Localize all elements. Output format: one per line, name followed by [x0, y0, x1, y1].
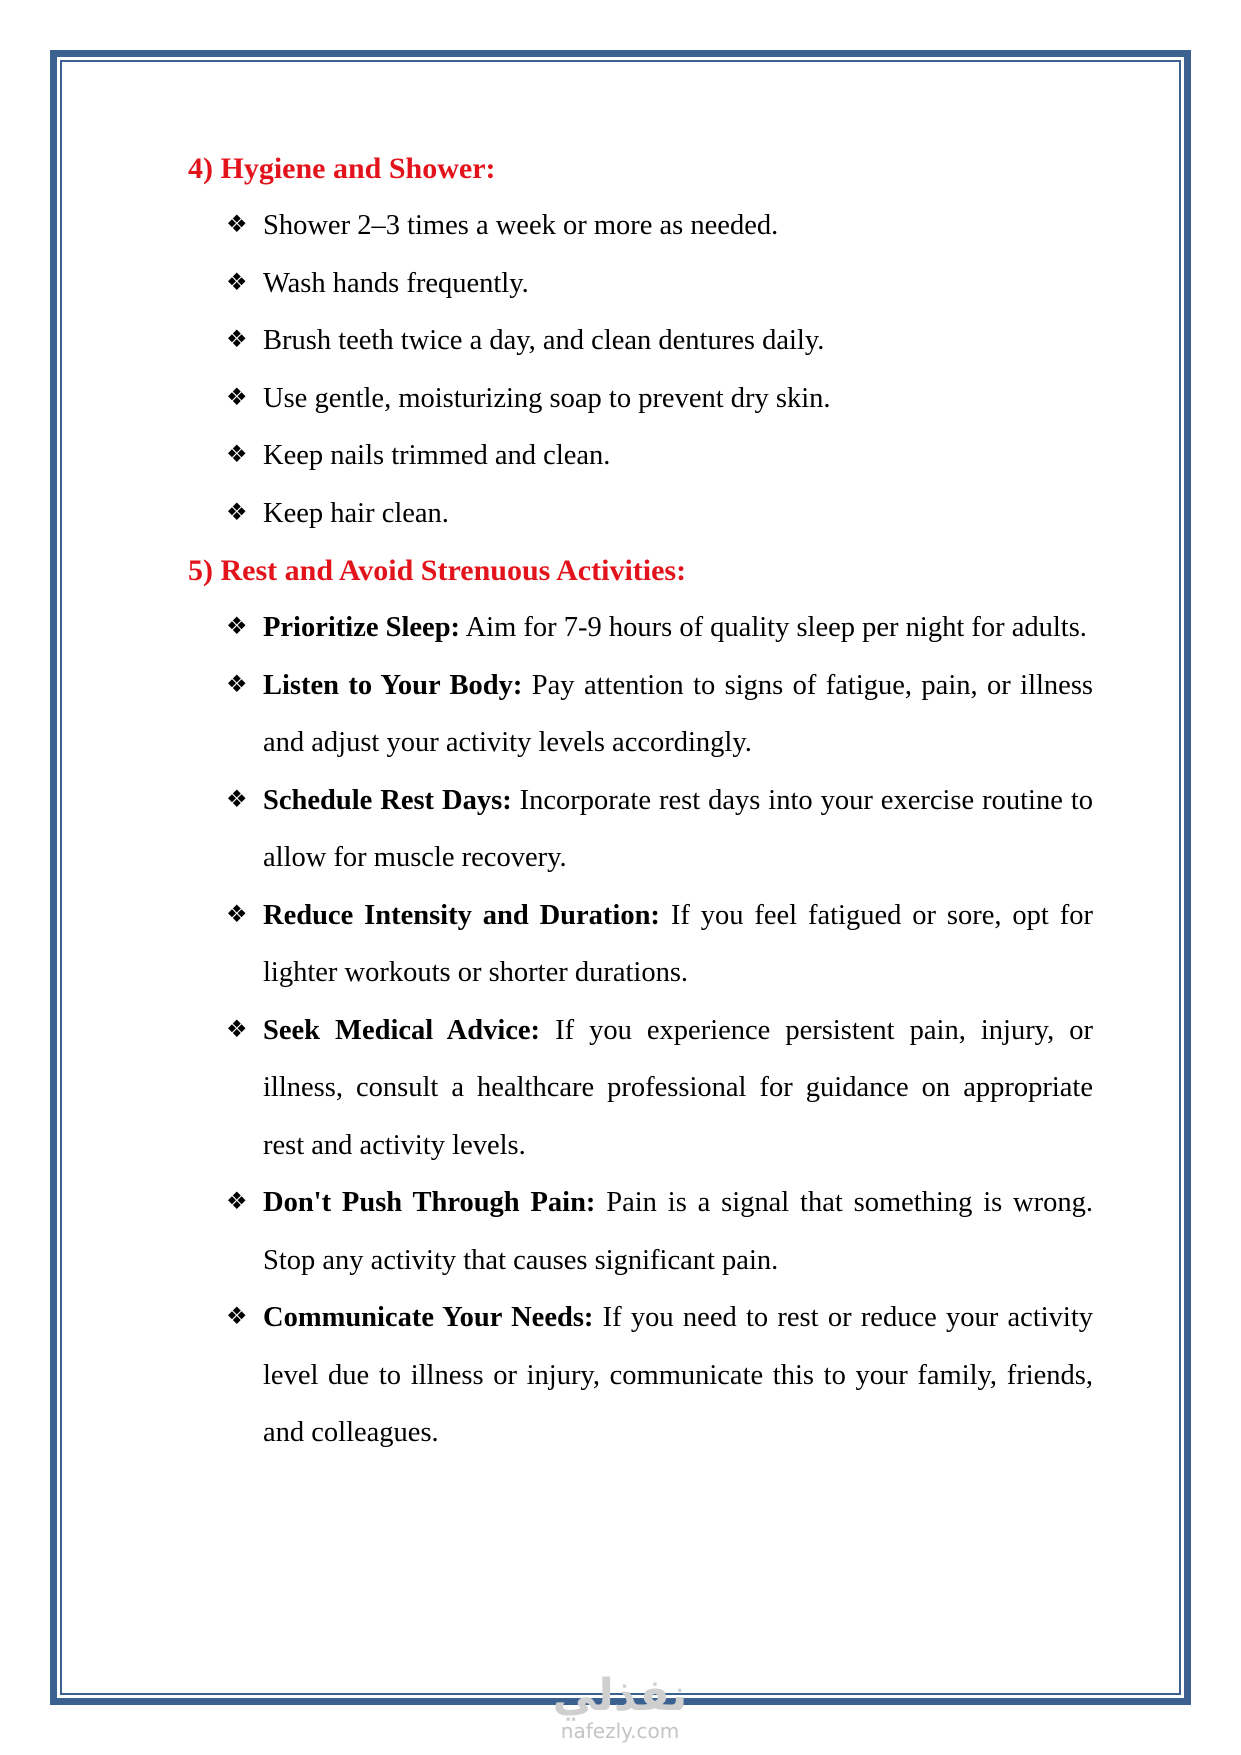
- watermark-logo: نفذلي: [552, 1670, 688, 1721]
- item-text: Pay attention to signs of fatigue, pain, or illness and adjust your activity levels accordingly.: [263, 669, 1093, 758]
- item-text: Keep nails trimmed and clean.: [263, 440, 611, 471]
- item-text: Incorporate rest days into your exercise routine to allow for muscle recovery.: [263, 784, 1093, 873]
- diamond-bullet-icon: ❖: [226, 1304, 248, 1330]
- diamond-bullet-icon: ❖: [226, 671, 248, 698]
- list-item: [188, 197, 1093, 255]
- item-text: Wash hands frequently.: [263, 267, 529, 299]
- diamond-bullet-icon: ❖: [226, 901, 248, 928]
- diamond-bullet-icon: ❖: [226, 442, 248, 468]
- list-item: [188, 485, 1093, 543]
- section-heading-rest: 5) Rest and Avoid Strenuous Activities:: [188, 554, 687, 587]
- item-text: Brush teeth twice a day, and clean dentures daily.: [263, 325, 825, 356]
- item-title: Prioritize Sleep:: [263, 612, 461, 643]
- list-item: [188, 370, 1093, 428]
- item-text: Aim for 7-9 hours of quality sleep per night for adults.: [460, 612, 1087, 643]
- list-item: [188, 1002, 1093, 1175]
- item-text: Pain is a signal that something is wrong. Stop any activity that causes significant pain.: [263, 1187, 1094, 1276]
- list-item: [188, 599, 1093, 657]
- list-item: [188, 772, 1093, 887]
- diamond-bullet-icon: ❖: [226, 212, 248, 238]
- item-text: If you experience persistent pain, injury, or illness, consult a healthcare professional for guidance on appropriate rest and activity levels.: [263, 1014, 1093, 1161]
- diamond-bullet-icon: ❖: [226, 269, 248, 296]
- list-item: [188, 1289, 1093, 1462]
- item-title: Listen to Your Body:: [263, 669, 523, 701]
- diamond-bullet-icon: ❖: [226, 1016, 248, 1043]
- hygiene-list: [188, 197, 1093, 542]
- item-text: If you feel fatigued or sore, opt for lighter workouts or shorter durations.: [263, 899, 1093, 988]
- watermark: [545, 1672, 695, 1742]
- list-item: [188, 255, 1093, 313]
- item-text: If you need to rest or reduce your activity level due to illness or injury, communicate this to your family, friends, and colleagues.: [263, 1302, 1093, 1448]
- item-title: Schedule Rest Days:: [263, 784, 512, 816]
- list-item: [188, 887, 1093, 1002]
- diamond-bullet-icon: ❖: [226, 327, 248, 353]
- item-text: Keep hair clean.: [263, 497, 449, 529]
- item-title: Seek Medical Advice:: [263, 1014, 541, 1046]
- item-title: Don't Push Through Pain:: [263, 1187, 596, 1218]
- list-item: [188, 427, 1093, 485]
- diamond-bullet-icon: ❖: [226, 1189, 248, 1215]
- list-item: [188, 1174, 1093, 1289]
- item-text: Use gentle, moisturizing soap to prevent dry skin.: [263, 382, 831, 414]
- document-content: [188, 140, 1093, 1462]
- diamond-bullet-icon: ❖: [226, 499, 248, 526]
- diamond-bullet-icon: ❖: [226, 786, 248, 813]
- item-title: Reduce Intensity and Duration:: [263, 899, 660, 931]
- diamond-bullet-icon: ❖: [226, 614, 248, 640]
- watermark-site: nafezly.com: [560, 1719, 680, 1743]
- item-text: Shower 2–3 times a week or more as needed.: [263, 210, 779, 241]
- list-item: [188, 657, 1093, 772]
- item-title: Communicate Your Needs:: [263, 1302, 594, 1333]
- rest-list: [188, 599, 1093, 1462]
- list-item: [188, 312, 1093, 370]
- section-heading-hygiene: 4) Hygiene and Shower:: [188, 152, 496, 185]
- diamond-bullet-icon: ❖: [226, 384, 248, 411]
